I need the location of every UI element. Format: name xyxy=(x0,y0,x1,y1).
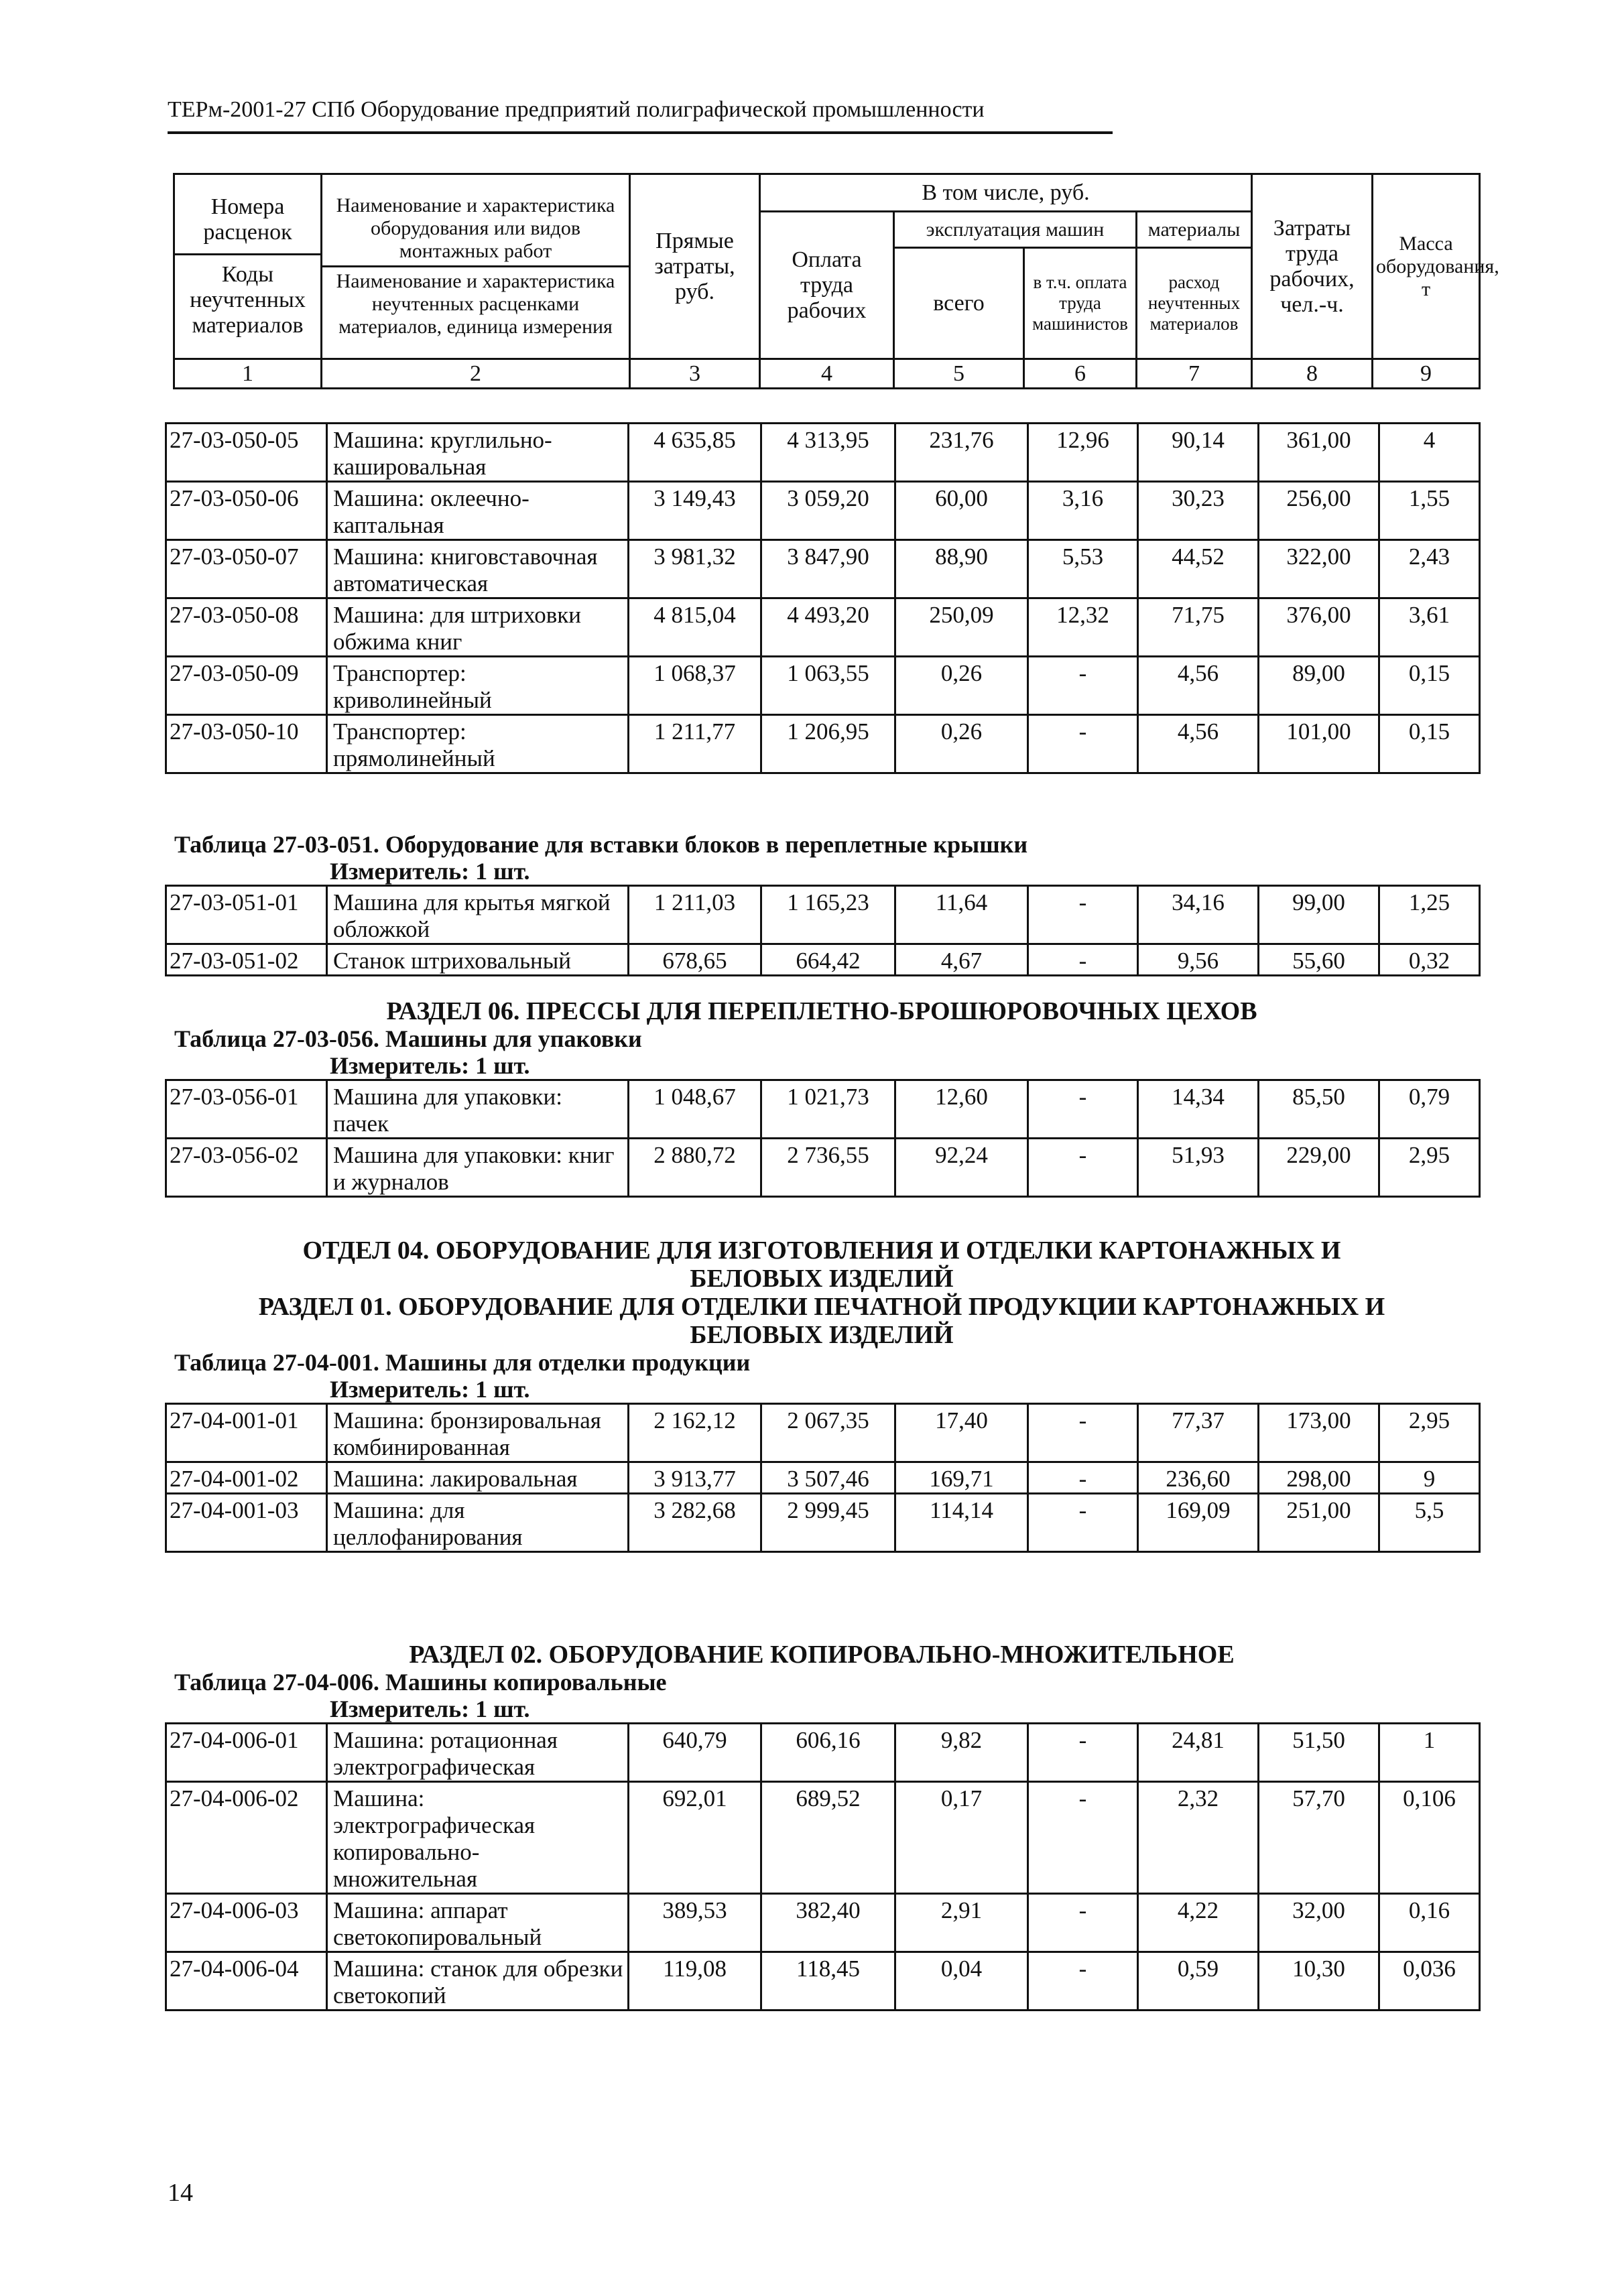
col-materials-header: материалы xyxy=(1137,212,1252,248)
equipment-mass-cell: 1 xyxy=(1379,1724,1480,1782)
table-row xyxy=(166,1952,1480,2011)
materials-cost-cell: 14,34 xyxy=(1138,1080,1259,1139)
equipment-name-cell: Транспортер: прямолинейный xyxy=(327,715,629,773)
direct-costs-cell: 2 880,72 xyxy=(629,1139,761,1197)
materials-cost-cell: 51,93 xyxy=(1138,1139,1259,1197)
rate-code-cell: 27-04-001-01 xyxy=(166,1404,327,1462)
machinist-wages-cell: - xyxy=(1028,715,1138,773)
machines-total-cell: 17,40 xyxy=(895,1404,1028,1462)
equipment-name-cell: Машина: станок для обрезки светокопий xyxy=(327,1952,629,2011)
labor-hours-cell: 251,00 xyxy=(1259,1494,1379,1552)
machines-total-cell: 0,04 xyxy=(895,1952,1028,2011)
equipment-mass-cell: 2,43 xyxy=(1379,540,1480,598)
materials-cost-cell: 4,22 xyxy=(1138,1894,1259,1952)
labor-wages-cell: 3 507,46 xyxy=(761,1462,895,1494)
col-number: 2 xyxy=(322,359,630,389)
table-caption: Таблица 27-04-006. Машины копировальные xyxy=(174,1669,667,1696)
direct-costs-cell: 1 068,37 xyxy=(629,657,761,715)
col-name-header xyxy=(322,174,630,359)
machines-total-cell: 88,90 xyxy=(895,540,1028,598)
table-block-27-03-050 xyxy=(165,422,1479,774)
col-number: 4 xyxy=(760,359,894,389)
machinist-wages-cell: - xyxy=(1028,1080,1138,1139)
rate-code-cell: 27-03-056-02 xyxy=(166,1139,327,1197)
section-title: РАЗДЕЛ 02. ОБОРУДОВАНИЕ КОПИРОВАЛЬНО-МНОЖИТЕЛЬНОЕ xyxy=(409,1641,1235,1669)
labor-hours-cell: 173,00 xyxy=(1259,1404,1379,1462)
rate-code-cell: 27-04-001-03 xyxy=(166,1494,327,1552)
equipment-name-cell: Машина: бронзировальная комбинированная xyxy=(327,1404,629,1462)
rate-code-cell: 27-04-006-02 xyxy=(166,1782,327,1894)
col-machines-total-header: всего xyxy=(894,248,1024,359)
labor-hours-cell: 101,00 xyxy=(1259,715,1379,773)
equipment-name-cell: Машина: аппарат светокопировальный xyxy=(327,1894,629,1952)
machinist-wages-cell: 12,96 xyxy=(1028,424,1138,482)
equipment-name-cell: Станок штриховальный xyxy=(327,944,629,976)
rate-code-cell: 27-03-051-02 xyxy=(166,944,327,976)
machinist-wages-cell: - xyxy=(1028,1404,1138,1462)
materials-cost-cell: 30,23 xyxy=(1138,482,1259,540)
labor-wages-cell: 4 493,20 xyxy=(761,598,895,657)
direct-costs-cell: 3 149,43 xyxy=(629,482,761,540)
equipment-mass-cell: 2,95 xyxy=(1379,1139,1480,1197)
labor-hours-cell: 361,00 xyxy=(1259,424,1379,482)
equipment-mass-cell: 0,036 xyxy=(1379,1952,1480,2011)
materials-cost-cell: 44,52 xyxy=(1138,540,1259,598)
col-name-top: Наименование и характеристика оборудования или видов монтажных работ xyxy=(322,192,629,267)
materials-cost-cell: 2,32 xyxy=(1138,1782,1259,1894)
table-row xyxy=(166,1782,1480,1894)
col-hours-header: Затраты труда рабочих, чел.-ч. xyxy=(1252,174,1373,359)
machinist-wages-cell: - xyxy=(1028,1782,1138,1894)
col-labor-header: Оплата труда рабочих xyxy=(760,212,894,359)
col-codes-bottom: Коды неучтенных материалов xyxy=(190,262,306,338)
rate-code-cell: 27-03-050-07 xyxy=(166,540,327,598)
machines-total-cell: 0,26 xyxy=(895,657,1028,715)
labor-hours-cell: 51,50 xyxy=(1259,1724,1379,1782)
equipment-mass-cell: 0,106 xyxy=(1379,1782,1480,1894)
equipment-name-cell: Машина: лакировальная xyxy=(327,1462,629,1494)
col-number: 6 xyxy=(1024,359,1137,389)
machinist-wages-cell: 12,32 xyxy=(1028,598,1138,657)
table-block-27-04-006 xyxy=(165,1641,1479,2011)
rate-code-cell: 27-04-001-02 xyxy=(166,1462,327,1494)
table-measure: Измеритель: 1 шт. xyxy=(330,1696,530,1722)
col-operators-header: в т.ч. оплата труда машинистов xyxy=(1024,248,1137,359)
rate-code-cell: 27-03-050-08 xyxy=(166,598,327,657)
labor-hours-cell: 99,00 xyxy=(1259,886,1379,944)
direct-costs-cell: 678,65 xyxy=(629,944,761,976)
division-title: ОТДЕЛ 04. ОБОРУДОВАНИЕ ДЛЯ ИЗГОТОВЛЕНИЯ И ОТДЕЛКИ КАРТОНАЖНЫХ И БЕЛОВЫХ ИЗДЕЛИЙ xyxy=(302,1236,1341,1293)
equipment-mass-cell: 3,61 xyxy=(1379,598,1480,657)
table-caption: Таблица 27-03-056. Машины для упаковки xyxy=(174,1025,642,1052)
table-measure: Измеритель: 1 шт. xyxy=(330,1052,530,1079)
machinist-wages-cell: - xyxy=(1028,886,1138,944)
machines-total-cell: 114,14 xyxy=(895,1494,1028,1552)
labor-wages-cell: 2 067,35 xyxy=(761,1404,895,1462)
labor-wages-cell: 1 165,23 xyxy=(761,886,895,944)
equipment-mass-cell: 4 xyxy=(1379,424,1480,482)
equipment-name-cell: Машина для крытья мягкой обложкой xyxy=(327,886,629,944)
direct-costs-cell: 3 981,32 xyxy=(629,540,761,598)
equipment-name-cell: Машина: ротационная электрографическая xyxy=(327,1724,629,1782)
equipment-mass-cell: 5,5 xyxy=(1379,1494,1480,1552)
equipment-name-cell: Машина для упаковки: книг и журналов xyxy=(327,1139,629,1197)
equipment-name-cell: Машина: для целлофанирования xyxy=(327,1494,629,1552)
direct-costs-cell: 692,01 xyxy=(629,1782,761,1894)
direct-costs-cell: 1 211,03 xyxy=(629,886,761,944)
machinist-wages-cell: - xyxy=(1028,657,1138,715)
price-table xyxy=(165,1403,1481,1553)
table-block-27-04-001 xyxy=(165,1236,1479,1553)
direct-costs-cell: 389,53 xyxy=(629,1894,761,1952)
table-row xyxy=(166,886,1480,944)
table-caption: Таблица 27-04-001. Машины для отделки продукции xyxy=(174,1349,751,1376)
equipment-name-cell: Машина: оклеечно-каптальная xyxy=(327,482,629,540)
col-number: 3 xyxy=(630,359,760,389)
table-row xyxy=(166,1080,1480,1139)
table-row xyxy=(166,944,1480,976)
labor-wages-cell: 4 313,95 xyxy=(761,424,895,482)
machines-total-cell: 60,00 xyxy=(895,482,1028,540)
machines-total-cell: 231,76 xyxy=(895,424,1028,482)
machinist-wages-cell: - xyxy=(1028,944,1138,976)
rate-code-cell: 27-03-056-01 xyxy=(166,1080,327,1139)
materials-cost-cell: 90,14 xyxy=(1138,424,1259,482)
col-number: 7 xyxy=(1137,359,1252,389)
machines-total-cell: 169,71 xyxy=(895,1462,1028,1494)
materials-cost-cell: 24,81 xyxy=(1138,1724,1259,1782)
table-row xyxy=(166,482,1480,540)
labor-hours-cell: 89,00 xyxy=(1259,657,1379,715)
labor-wages-cell: 689,52 xyxy=(761,1782,895,1894)
table-row xyxy=(166,1462,1480,1494)
machines-total-cell: 92,24 xyxy=(895,1139,1028,1197)
materials-cost-cell: 9,56 xyxy=(1138,944,1259,976)
direct-costs-cell: 3 913,77 xyxy=(629,1462,761,1494)
machinist-wages-cell: - xyxy=(1028,1462,1138,1494)
materials-cost-cell: 236,60 xyxy=(1138,1462,1259,1494)
table-row xyxy=(166,1139,1480,1197)
table-row xyxy=(166,1724,1480,1782)
labor-hours-cell: 57,70 xyxy=(1259,1782,1379,1894)
col-number: 5 xyxy=(894,359,1024,389)
materials-cost-cell: 4,56 xyxy=(1138,715,1259,773)
materials-cost-cell: 4,56 xyxy=(1138,657,1259,715)
materials-cost-cell: 169,09 xyxy=(1138,1494,1259,1552)
rate-code-cell: 27-03-050-06 xyxy=(166,482,327,540)
machines-total-cell: 12,60 xyxy=(895,1080,1028,1139)
direct-costs-cell: 4 815,04 xyxy=(629,598,761,657)
labor-wages-cell: 1 063,55 xyxy=(761,657,895,715)
labor-hours-cell: 32,00 xyxy=(1259,1894,1379,1952)
labor-wages-cell: 606,16 xyxy=(761,1724,895,1782)
machines-total-cell: 11,64 xyxy=(895,886,1028,944)
materials-cost-cell: 0,59 xyxy=(1138,1952,1259,2011)
equipment-name-cell: Транспортер: криволинейный xyxy=(327,657,629,715)
equipment-mass-cell: 0,16 xyxy=(1379,1894,1480,1952)
machinist-wages-cell: 5,53 xyxy=(1028,540,1138,598)
labor-wages-cell: 2 736,55 xyxy=(761,1139,895,1197)
machines-total-cell: 250,09 xyxy=(895,598,1028,657)
labor-hours-cell: 85,50 xyxy=(1259,1080,1379,1139)
materials-cost-cell: 34,16 xyxy=(1138,886,1259,944)
col-group-header: В том числе, руб. xyxy=(760,174,1252,212)
table-block-27-03-056 xyxy=(165,997,1479,1198)
machines-total-cell: 4,67 xyxy=(895,944,1028,976)
col-machines-header: эксплуатация машин xyxy=(894,212,1137,248)
machines-total-cell: 2,91 xyxy=(895,1894,1028,1952)
materials-cost-cell: 77,37 xyxy=(1138,1404,1259,1462)
equipment-name-cell: Машина: электрографическая копировально-множительная xyxy=(327,1782,629,1894)
price-table xyxy=(165,1079,1481,1198)
col-number: 1 xyxy=(174,359,322,389)
direct-costs-cell: 2 162,12 xyxy=(629,1404,761,1462)
labor-hours-cell: 256,00 xyxy=(1259,482,1379,540)
equipment-name-cell: Машина: для штриховки обжима книг xyxy=(327,598,629,657)
column-header-table xyxy=(173,173,1499,389)
labor-wages-cell: 1 206,95 xyxy=(761,715,895,773)
rate-code-cell: 27-04-006-04 xyxy=(166,1952,327,2011)
col-number: 8 xyxy=(1252,359,1373,389)
rate-code-cell: 27-03-050-10 xyxy=(166,715,327,773)
table-block-27-03-051 xyxy=(165,831,1479,976)
equipment-mass-cell: 9 xyxy=(1379,1462,1480,1494)
price-table xyxy=(165,422,1481,774)
machinist-wages-cell: 3,16 xyxy=(1028,482,1138,540)
labor-wages-cell: 1 021,73 xyxy=(761,1080,895,1139)
table-measure: Измеритель: 1 шт. xyxy=(330,1376,530,1403)
table-row xyxy=(166,540,1480,598)
machines-total-cell: 0,26 xyxy=(895,715,1028,773)
table-row xyxy=(166,1894,1480,1952)
direct-costs-cell: 1 211,77 xyxy=(629,715,761,773)
equipment-mass-cell: 2,95 xyxy=(1379,1404,1480,1462)
table-measure: Измеритель: 1 шт. xyxy=(330,858,530,885)
labor-hours-cell: 10,30 xyxy=(1259,1952,1379,2011)
rate-code-cell: 27-03-050-05 xyxy=(166,424,327,482)
table-row xyxy=(166,715,1480,773)
table-row xyxy=(166,424,1480,482)
price-table xyxy=(165,1722,1481,2011)
equipment-mass-cell: 0,15 xyxy=(1379,715,1480,773)
equipment-mass-cell: 1,25 xyxy=(1379,886,1480,944)
col-codes-header xyxy=(174,174,322,359)
col-name-bottom: Наименование и характеристика неучтенных расценками материалов, единица измерения xyxy=(336,270,615,338)
labor-hours-cell: 298,00 xyxy=(1259,1462,1379,1494)
equipment-name-cell: Машина для упаковки: пачек xyxy=(327,1080,629,1139)
rate-code-cell: 27-03-051-01 xyxy=(166,886,327,944)
rate-code-cell: 27-04-006-03 xyxy=(166,1894,327,1952)
col-codes-top: Номера расценок xyxy=(175,188,320,255)
direct-costs-cell: 640,79 xyxy=(629,1724,761,1782)
table-row xyxy=(166,1494,1480,1552)
table-row xyxy=(166,598,1480,657)
materials-cost-cell: 71,75 xyxy=(1138,598,1259,657)
col-number: 9 xyxy=(1373,359,1480,389)
equipment-name-cell: Машина: круглильно-кашировальная xyxy=(327,424,629,482)
labor-wages-cell: 3 847,90 xyxy=(761,540,895,598)
labor-hours-cell: 376,00 xyxy=(1259,598,1379,657)
direct-costs-cell: 4 635,85 xyxy=(629,424,761,482)
col-mass-header: Масса оборудования, т xyxy=(1373,174,1480,359)
rate-code-cell: 27-04-006-01 xyxy=(166,1724,327,1782)
col-unaccounted-header: расход неучтенных материалов xyxy=(1137,248,1252,359)
rate-code-cell: 27-03-050-09 xyxy=(166,657,327,715)
equipment-mass-cell: 0,79 xyxy=(1379,1080,1480,1139)
machinist-wages-cell: - xyxy=(1028,1724,1138,1782)
machinist-wages-cell: - xyxy=(1028,1139,1138,1197)
machinist-wages-cell: - xyxy=(1028,1494,1138,1552)
table-row xyxy=(166,657,1480,715)
equipment-mass-cell: 0,15 xyxy=(1379,657,1480,715)
machinist-wages-cell: - xyxy=(1028,1894,1138,1952)
price-table xyxy=(165,885,1481,976)
labor-hours-cell: 55,60 xyxy=(1259,944,1379,976)
machines-total-cell: 0,17 xyxy=(895,1782,1028,1894)
labor-wages-cell: 118,45 xyxy=(761,1952,895,2011)
machines-total-cell: 9,82 xyxy=(895,1724,1028,1782)
labor-wages-cell: 2 999,45 xyxy=(761,1494,895,1552)
equipment-mass-cell: 1,55 xyxy=(1379,482,1480,540)
labor-wages-cell: 3 059,20 xyxy=(761,482,895,540)
labor-wages-cell: 664,42 xyxy=(761,944,895,976)
direct-costs-cell: 119,08 xyxy=(629,1952,761,2011)
equipment-name-cell: Машина: книговставочная автоматическая xyxy=(327,540,629,598)
section-title: РАЗДЕЛ 01. ОБОРУДОВАНИЕ ДЛЯ ОТДЕЛКИ ПЕЧАТНОЙ ПРОДУКЦИИ КАРТОНАЖНЫХ И БЕЛОВЫХ ИЗДЕЛИЙ xyxy=(258,1293,1385,1349)
labor-hours-cell: 322,00 xyxy=(1259,540,1379,598)
page-number: 14 xyxy=(168,2179,193,2207)
table-caption: Таблица 27-03-051. Оборудование для вставки блоков в переплетные крышки xyxy=(174,831,1028,858)
machinist-wages-cell: - xyxy=(1028,1952,1138,2011)
section-title: РАЗДЕЛ 06. ПРЕССЫ ДЛЯ ПЕРЕПЛЕТНО-БРОШЮРОВОЧНЫХ ЦЕХОВ xyxy=(386,997,1257,1025)
direct-costs-cell: 1 048,67 xyxy=(629,1080,761,1139)
labor-wages-cell: 382,40 xyxy=(761,1894,895,1952)
col-direct-header: Прямые затраты, руб. xyxy=(630,174,760,359)
labor-hours-cell: 229,00 xyxy=(1259,1139,1379,1197)
direct-costs-cell: 3 282,68 xyxy=(629,1494,761,1552)
table-row xyxy=(166,1404,1480,1462)
page-header: ТЕРм-2001-27 СПб Оборудование предприятий полиграфической промышленности xyxy=(168,95,1113,134)
equipment-mass-cell: 0,32 xyxy=(1379,944,1480,976)
